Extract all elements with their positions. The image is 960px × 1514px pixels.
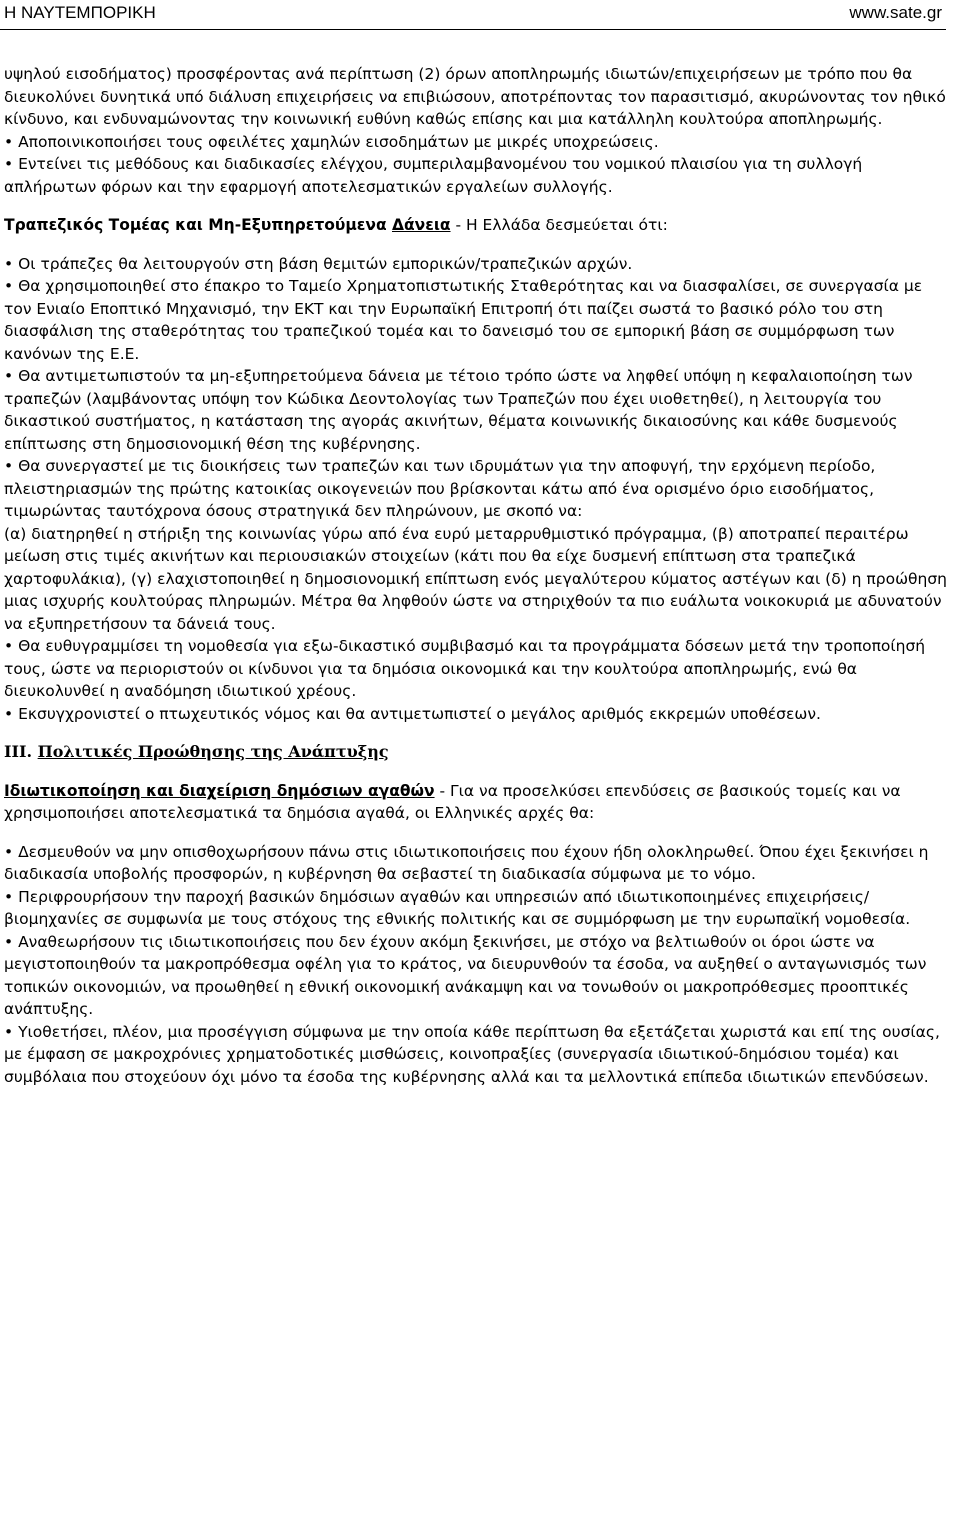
header-publication: Η ΝΑΥΤΕΜΠΟΡΙΚΗ [4,3,156,22]
section-heading [4,741,949,764]
bullet-item: • Εκσυγχρονιστεί ο πτωχευτικός νόμος και θα αντιμετωπιστεί ο μεγάλος αριθμός εκκρεμών υποθέσεων. [4,703,949,726]
bullet-item: • Εντείνει τις μεθόδους και διαδικασίες ελέγχου, συμπεριλαμβανομένου του νομικού πλαισίου για τη συλλογή απλήρωτων φόρων και την εφαρμογή αποτελεσματικών εργαλείων συλλογής. [4,153,949,198]
privatization-intro [4,780,949,825]
banking-section-title: Τραπεζικός Τομέας και Μη-Εξυπηρετούμενα [4,216,392,234]
header-website: www.sate.gr [849,3,942,22]
bullet-item: • Θα ευθυγραμμίσει τη νομοθεσία για εξω-δικαστικό συμβιβασμό και τα προγράμματα δόσεων μετά την τροποποίησή τους, ώστε να περιοριστούν οι κίνδυνοι για τα δημόσια οικονομικά και την κουλτούρα αποπληρωμής, ενώ θα διευκολυνθεί η αναδόμηση ιδιωτικού χρέους. [4,635,949,703]
privatization-title: Ιδιωτικοποίηση και διαχείριση δημόσιων αγαθών [4,781,435,800]
page-header [0,3,960,27]
section-number: III. [4,742,33,761]
bullet-item: • Δεσμευθούν να μην οπισθοχωρήσουν πάνω στις ιδιωτικοποιήσεις που έχουν ήδη ολοκληρωθεί. Όπου έχει ξεκινήσει η διαδικασία υποβολής προσφορών, η κυβέρνηση θα σεβαστεί τη διαδικασία σύμφωνα με το νόμο. [4,841,949,886]
paragraph-continuation: υψηλού εισοδήματος) προσφέροντας ανά περίπτωση (2) όρων αποπληρωμής ιδιωτών/επιχειρήσεων με τρόπο που θα διευκολύνει δυνητικά υπό διάλυση επιχειρήσεις να επιβιώσουν, αποτρέποντας τον παρασιτισμό, ακυρώνοντας τον ηθικό κίνδυνο, και ενδυναμώνοντας την κοινωνική ευθύνη καθώς επίσης και μια κατάλληλη κουλτούρα αποπληρωμής. [4,65,946,128]
bullet-item: • Περιφρουρήσουν την παροχή βασικών δημόσιων αγαθών και υπηρεσιών από ιδιωτικοποιημένες επιχειρήσεις/βιομηχανίες σε συμφωνία με τους στόχους της εθνικής πολιτικής και σε συμμόρφωση με την ευρωπαϊκή νομοθεσία. [4,886,949,931]
bullet-item: • Αποποινικοποιήσει τους οφειλέτες χαμηλών εισοδημάτων με μικρές υποχρεώσεις. [4,131,949,154]
banking-section-title-underlined: Δάνεια [392,216,451,234]
header-rule [0,29,946,30]
banking-section-lead: - Η Ελλάδα δεσμεύεται ότι: [450,216,668,234]
bullet-continuation: (α) διατηρηθεί η στήριξη της κοινωνίας γύρω από ένα ευρύ μεταρρυθμιστικό πρόγραμμα, (β) αποτραπεί περαιτέρω μείωση στις τιμές ακινήτων και περιουσιακών στοιχείων (κάτι που θα είχε δυσμενή επίπτωση στα τραπεζικά χαρτοφυλάκια), (γ) ελαχιστοποιηθεί η δημοσιονομική επίπτωση ενός μεγαλύτερου κύματος αστέγων και (δ) η προώθηση μιας ισχυρής κουλτούρας πληρωμών. Μέτρα θα ληφθούν ώστε να στηριχθούν τα πιο ευάλωτα νοικοκυριά με αδυνατούν να εξυπηρετήσουν τα δάνειά τους. [4,524,948,633]
section-title: Πολιτικές Προώθησης της Ανάπτυξης [37,742,389,761]
document-body [4,63,949,1088]
bullet-item: • Θα χρησιμοποιηθεί στο έπακρο το Ταμείο Χρηματοπιστωτικής Σταθερότητας και να διασφαλίσει, σε συνεργασία με τον Ενιαίο Εποπτικό Μηχανισμό, την ΕΚΤ και την Ευρωπαϊκή Επιτροπή ότι παίζει σωστά το βασικό ρόλο του στη διασφάλιση της σταθερότητας του τραπεζικού τομέα και το δανεισμό του σε εμπορική βάση σε συμμόρφωση των κανόνων της Ε.Ε. [4,275,949,365]
bullet-item: • Υιοθετήσει, πλέον, μια προσέγγιση σύμφωνα με την οποία κάθε περίπτωση θα εξετάζεται χωριστά και επί της ουσίας, με έμφαση σε μακροχρόνιες χρηματοδοτικές μισθώσεις, κοινοπραξίες (συνεργασία ιδιωτικού-δημόσιου τομέα) και συμβόλαια που στοχεύουν όχι μόνο τα έσοδα της κυβέρνησης αλλά και τα μελλοντικά επίπεδα ιδιωτικών επενδύσεων. [4,1021,949,1089]
bullet-item: • Θα αντιμετωπιστούν τα μη-εξυπηρετούμενα δάνεια με τέτοιο τρόπο ώστε να ληφθεί υπόψη η κεφαλαιοποίηση των τραπεζών (λαμβάνοντας υπόψη τον Κώδικα Δεοντολογίας των Τραπεζών που έχει υιοθετηθεί), η λειτουργία του δικαστικού συστήματος, η κατάσταση της αγοράς ακινήτων, θέματα κοινωνικής δικαιοσύνης και κάθε δυσμενούς επίπτωσης στη δημοσιονομική θέση της κυβέρνησης. [4,365,949,455]
bullet-item: • Αναθεωρήσουν τις ιδιωτικοποιήσεις που δεν έχουν ακόμη ξεκινήσει, με στόχο να βελτιωθούν οι όροι ώστε να μεγιστοποιηθούν τα μακροπρόθεσμα οφέλη για το κράτος, να διευρυνθούν τα έσοδα, να αυξηθεί ο ανταγωνισμός των τοπικών οικονομιών, να προωθηθεί η εθνική οικονομική ανάκαμψη και να τονωθούν οι μακροπρόθεσμες προοπτικές ανάπτυξης. [4,931,949,1021]
bullet-item: • Οι τράπεζες θα λειτουργούν στη βάση θεμιτών εμπορικών/τραπεζικών αρχών. [4,253,949,276]
bullet-item: • Θα συνεργαστεί με τις διοικήσεις των τραπεζών και των ιδρυμάτων για την αποφυγή, την ερχόμενη περίοδο, πλειστηριασμών της πρώτης κατοικίας οικογενειών που βρίσκονται κάτω από ένα ορισμένο όριο εισοδήματος, τιμωρώντας ταυτόχρονα όσους στρατηγικά δεν πληρώνουν, με σκοπό να: [4,455,949,523]
banking-section-intro [4,214,949,237]
privatization-lead: - Για να προσελκύσει επενδύσεις σε βασικούς τομείς και να χρησιμοποιήσει αποτελεσματικά τα δημόσια αγαθά, οι Ελληνικές αρχές θα: [4,781,901,822]
